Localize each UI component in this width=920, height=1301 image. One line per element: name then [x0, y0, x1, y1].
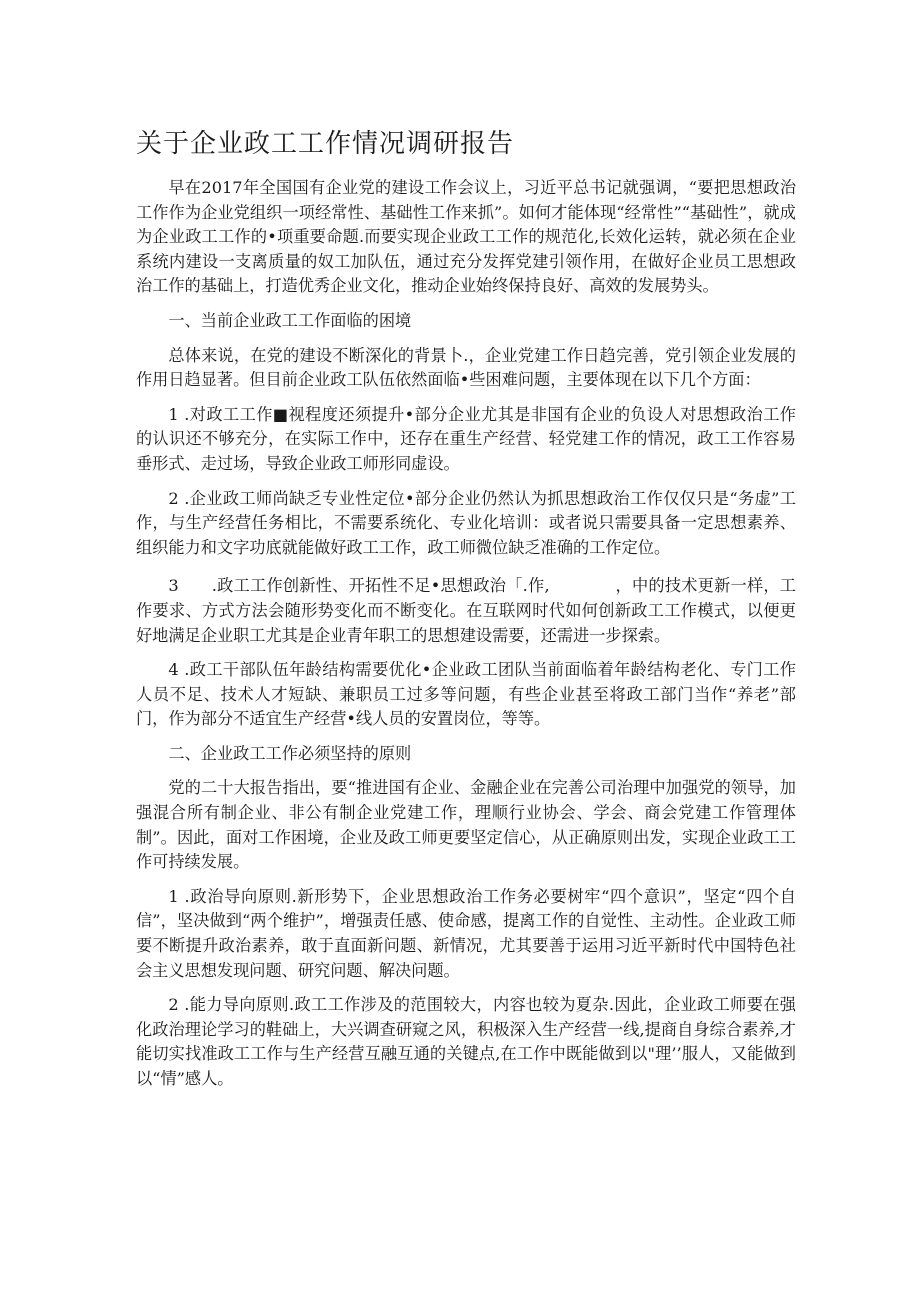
section-heading-2: 二、企业政工工作必须坚持的原则: [168, 743, 412, 763]
intro-paragraph: 早在2017年全国国有企业党的建设工作会议上，习近平总书记就强调，“要把思想政治工作作为企业党组织一项经常性、基础性工作来抓”。如何才能体现“经常性”“基础性”，就成为企业政工工作的•项重要命题.而要实现企业政工工作的规范化,长效化运转，就必须在企业系统内建设一支离质量的奴工加队伍，通过充分发挥党建引领作用，在做好企业员工思想政治工作的基础上，打造优秀企业文化，推动企业始终保持良好、高效的发展势头。: [136, 178, 797, 296]
section-heading-1: 一、当前企业政工工作面临的困境: [168, 310, 412, 330]
principle-2: 2 .能力导向原则.政工工作涉及的范围较大，内容也较为夏杂.因此，企业政工师要在强化政治理论学习的鞋础上，大兴调查研窥之风，积极深入生产经营一线,提商自身综合素养,才能切实找准政工工作与生产经营互融互通的关键点,在工作中既能做到以"理’’服人，又能做到以“情”感人。: [136, 995, 796, 1088]
paragraph-party-report: 党的二十大报告指出，要“推进国有企业、金融企业在完善公司治理中加强党的领导，加强混合所有制企业、非公有制企业党建工作，理顺行业协会、学会、商会党建工作管理体制”。因此，面对工作困境，企业及政工师更要坚定信心，从正确原则出发，实现企业政工工作可持续发展。: [136, 778, 796, 872]
document-body: [136, 176, 796, 1092]
paragraph-overview: 总体来说，在党的建设不断深化的背景卜.，企业党建工作日趋完善，党引领企业发展的作用日趋显著。但目前企业政工队伍依然面临•些困难问题，主要体现在以下几个方面：: [136, 345, 796, 390]
list-item-1: 1 .对政工工作■视程度还须提升•部分企业尤其是非国有企业的负设人对思想政治工作的认识还不够充分，在实际工作中，还存在重生产经营、轻党建工作的情况，政工工作容易垂形式、走过场，导致企业政工师形同虚设。: [136, 404, 796, 473]
list-item-2: 2 .企业政工师尚缺乏专业性定位•部分企业仍然认为抓思想政治工作仅仅只是“务虚”工作，与生产经营任务相比，不需要系统化、专业化培训：或者说只需要具备一定思想素养、组织能力和文字功底就能做好政工工作，政工师微位缺乏准确的工作定位。: [136, 488, 796, 557]
list-item-3: 3 .政工工作创新性、开拓性不足•思想政治「.作, ，中的技术更新一样，工作要求、方式方法会随形势变化而不断变化。在互联网时代如何创新政工工作模式，以便更好地满足企业职工尤其是企业青年职工的思想建设需要，还需进一步探索。: [136, 576, 796, 645]
list-item-4: 4 .政工干部队伍年龄结构需要优化•企业政工团队当前面临着年龄结构老化、专门工作人员不足、技术人才短缺、兼职员工过多等问题，有些企业甚至将政工部门当作“养老”部门，作为部分不适宜生产经营•线人员的安置岗位，等等。: [136, 660, 796, 729]
document-title: 关于企业政工工作情况调研报告: [136, 129, 515, 159]
principle-1: 1 .政治导向原则.新形势下，企业思想政治工作务必要树牢“四个意识”，坚定“四个自信”，坚决做到“两个维护”，增强责任感、使命感，提离工作的自觉性、主动性。企业政工师要不断提升政治素养，敢于直面新问题、新情况，尤其要善于运用习近平新时代中国特色社会主义思想发现问题、研究问题、解决问题。: [136, 886, 796, 980]
